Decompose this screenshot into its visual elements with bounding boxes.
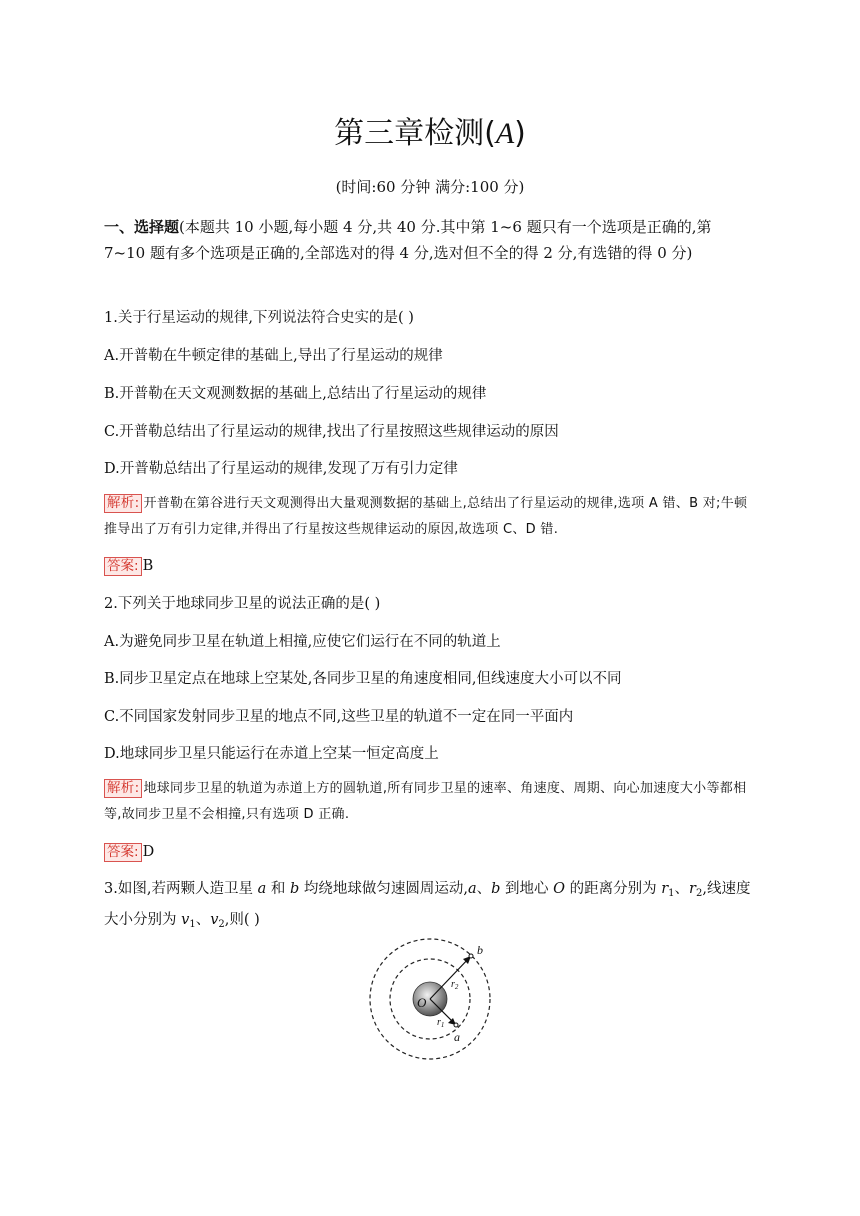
q1-stem: 1.关于行星运动的规律,下列说法符合史实的是( ) bbox=[104, 310, 414, 326]
analysis-tag: 解析: bbox=[104, 494, 142, 513]
orbit-figure bbox=[362, 937, 502, 1069]
q1-option-d: D.开普勒总结出了行星运动的规律,发现了万有引力定律 bbox=[104, 461, 458, 477]
label-b: b bbox=[477, 943, 483, 957]
q1-analysis: 解析: 开普勒在第谷进行天文观测得出大量观测数据的基础上,总结出了行星运动的规律,选项 A 错、B 对;牛顿推导出了万有引力定律,并得出了行星按这些规律运动的原因,故选项 C、D 错. bbox=[104, 495, 748, 537]
exam-subtitle: (时间:60 分钟 满分:100 分) bbox=[335, 178, 525, 196]
section-instructions: (本题共 10 小题,每小题 4 分,共 40 分.其中第 1~6 题只有一个选项是正确的,第 7~10 题有多个选项是正确的,全部选对的得 4 分,选对但不全的得 2 分,有选错的得 0 分) bbox=[104, 218, 712, 262]
analysis-tag: 解析: bbox=[104, 779, 142, 798]
q1-option-c: C.开普勒总结出了行星运动的规律,找出了行星按照这些规律运动的原因 bbox=[104, 424, 559, 440]
q1-answer: 答案: B bbox=[104, 554, 754, 579]
r2-radius-line bbox=[430, 956, 471, 999]
answer-tag: 答案: bbox=[104, 843, 142, 862]
label-a: a bbox=[454, 1030, 460, 1044]
label-o: O bbox=[417, 995, 427, 1010]
label-r1: $r_1$ bbox=[437, 1017, 445, 1029]
q2-option-d: D.地球同步卫星只能运行在赤道上空某一恒定高度上 bbox=[104, 746, 439, 762]
q2-option-b: B.同步卫星定点在地球上空某处,各同步卫星的角速度相同,但线速度大小可以不同 bbox=[104, 671, 622, 687]
satellite-a bbox=[454, 1023, 458, 1027]
q2-stem: 2.下列关于地球同步卫星的说法正确的是( ) bbox=[104, 596, 381, 612]
answer-tag: 答案: bbox=[104, 557, 142, 576]
q2-analysis: 解析: 地球同步卫星的轨道为赤道上方的圆轨道,所有同步卫星的速率、角速度、周期、向心加速度大小等都相等,故同步卫星不会相撞,只有选项 D 正确. bbox=[104, 780, 747, 822]
satellite-b bbox=[469, 954, 473, 958]
q2-option-c: C.不同国家发射同步卫星的地点不同,这些卫星的轨道不一定在同一平面内 bbox=[104, 709, 574, 725]
q3-stem: 3.如图,若两颗人造卫星 a 和 b 均绕地球做匀速圆周运动,a、b 到地心 O 的距离分别为 $r_1$、$r_2$,线速度大小分别为 $v_1$、$v_2$,则( ) bbox=[104, 881, 751, 930]
page-title: 第三章检测(A) bbox=[334, 116, 526, 151]
section-heading: 一、选择题 bbox=[104, 218, 180, 236]
q1-option-a: A.开普勒在牛顿定律的基础上,导出了行星运动的规律 bbox=[104, 348, 443, 364]
section-header bbox=[104, 214, 754, 266]
q2-answer: 答案: D bbox=[104, 840, 754, 865]
q1-option-b: B.开普勒在天文观测数据的基础上,总结出了行星运动的规律 bbox=[104, 386, 487, 402]
q2-option-a: A.为避免同步卫星在轨道上相撞,应使它们运行在不同的轨道上 bbox=[104, 634, 501, 650]
label-r2: $r_2$ bbox=[451, 979, 459, 991]
